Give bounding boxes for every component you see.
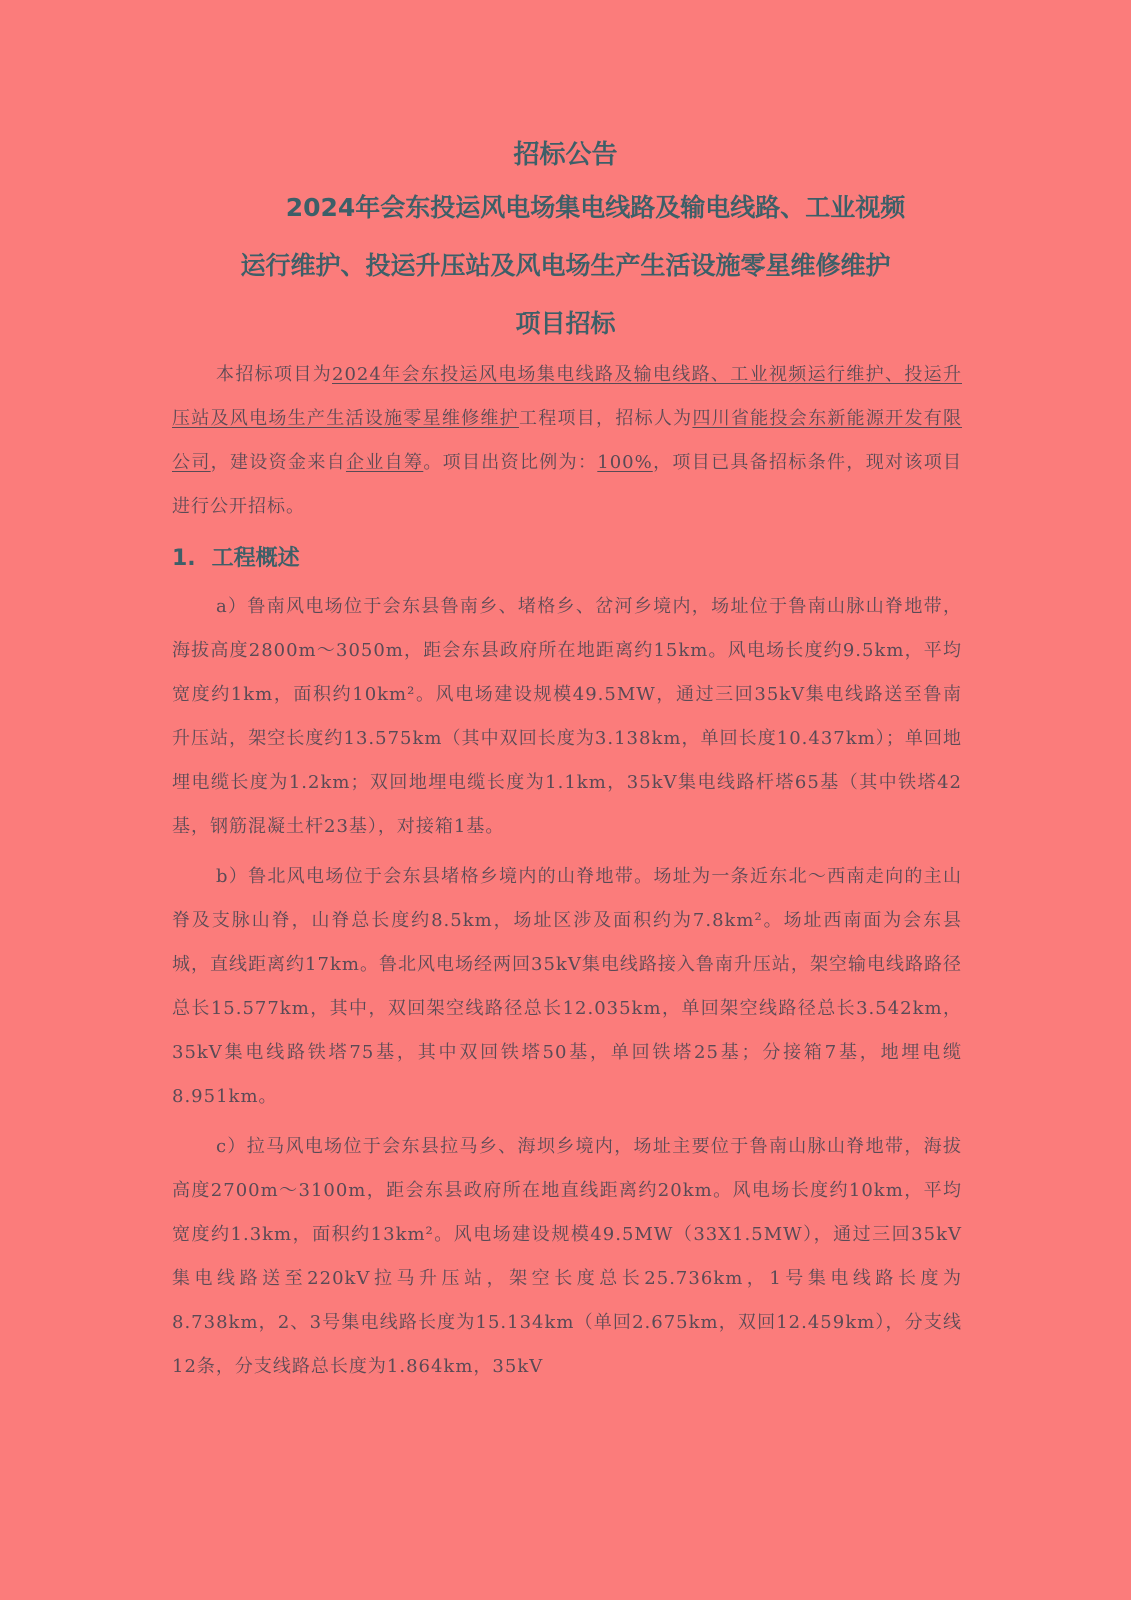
intro-text-4: 。项目出资比例为： xyxy=(423,452,598,473)
intro-text-3: ，建设资金来自 xyxy=(210,452,346,473)
intro-text-2: 工程项目，招标人为 xyxy=(518,408,693,429)
section-number: 1. xyxy=(172,546,196,571)
project-title-line3: 项目招标 xyxy=(515,309,616,338)
ratio-underlined: 100% xyxy=(597,452,653,473)
fund-source-underlined: 企业自筹 xyxy=(345,452,424,473)
section-title: 工程概述 xyxy=(211,546,300,571)
project-name-underlined: 2024年会东投运风电场集电线路及输电线路、工业视频运行维护、投运升压站及风电场生产生活设施零星维修维护 xyxy=(172,364,962,429)
paragraph-b: b）鲁北风电场位于会东县堵格乡境内的山脊地带。场址为一条近东北～西南走向的主山脊及支脉山脊，山脊总长度约8.5km，场址区涉及面积约为7.8km²。场址西南面为会东县城，直线距离约17km。鲁北风电场经两回35kV集电线路接入鲁南升压站，架空输电线路路径总长15.577km，其中，双回架空线路径总长12.035km，单回架空线路径总长3.542km，35kV集电线路铁塔75基，其中双回铁塔50基，单回铁塔25基；分接箱7基，地埋电缆8.951km。 xyxy=(172,866,962,1107)
section-1-heading xyxy=(172,537,959,581)
paragraph-a: a）鲁南风电场位于会东县鲁南乡、堵格乡、岔河乡境内，场址位于鲁南山脉山脊地带，海拔高度2800m～3050m，距会东县政府所在地距离约15km。风电场长度约9.5km，平均宽度约1km，面积约10km²。风电场建设规模49.5MW，通过三回35kV集电线路送至鲁南升压站，架空长度约13.575km（其中双回长度为3.138km，单回长度10.437km）；单回地埋电缆长度为1.2km；双回地埋电缆长度为1.1km，35kV集电线路杆塔65基（其中铁塔42基，钢筋混凝土杆23基），对接箱1基。 xyxy=(172,596,962,837)
paragraph-c: c）拉马风电场位于会东县拉马乡、海坝乡境内，场址主要位于鲁南山脉山脊地带，海拔高度2700m～3100m，距会东县政府所在地直线距离约20km。风电场长度约10km，平均宽度约1.3km，面积约13km²。风电场建设规模49.5MW（33X1.5MW），通过三回35kV集电线路送至220kV拉马升压站，架空长度总长25.736km，1号集电线路长度为8.738km，2、3号集电线路长度为15.134km（单回2.675km，双回12.459km），分支线12条，分支线路总长度为1.864km，35kV xyxy=(172,1136,962,1377)
intro-text-5: ，项目已具备招标条件，现对该项目进行公开招标。 xyxy=(172,452,963,517)
intro-text-1: 本招标项目为 xyxy=(216,364,333,385)
announcement-heading: 招标公告 xyxy=(513,140,618,170)
project-title xyxy=(172,179,959,353)
project-title-line1: 2024年会东投运风电场集电线路及输电线路、工业视频 xyxy=(285,193,906,222)
project-title-line2: 运行维护、投运升压站及风电场生产生活设施零星维修维护 xyxy=(240,251,891,280)
tenderer-underlined: 四川省能投会东新能源开发有限公司 xyxy=(172,408,963,473)
intro-paragraph xyxy=(172,353,962,529)
